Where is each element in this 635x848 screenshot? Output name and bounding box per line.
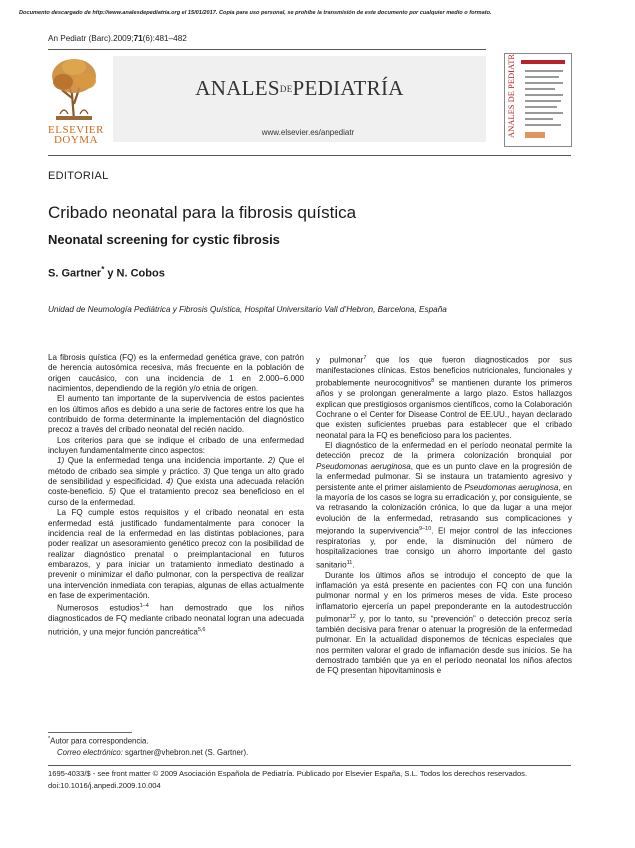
header-rule	[48, 49, 486, 50]
paragraph: Durante los últimos años se introdujo el concepto de que la inflamación ya está presente en pacientes con FQ con una función pulmonar normal y en los primeros meses de vida. Este proceso inflamatorio ejercería un papel preponderante en la autodestrucción pulmonar$^{12}$ y, por lo tanto, su “prevención” o detección precoz sería también decisiva para frenar o atenuar la progresión de la enfermedad pulmonar. En la actualidad disponemos de técnicas especiales que nos permiten valorar el grado de inflamación desde sus inicios. Se ha demostrado también que ya en el período neonatal los niños afectos de FQ presentan hipovitaminosis e	[316, 570, 572, 676]
cover-title: ANALES DE PEDIATRÍA	[506, 54, 516, 138]
criteria-list: 1) Que la enfermedad tenga una incidencia importante. 2) Que el método de cribado sea simple y práctico. 3) Que tenga un alto grado de sensibilidad y especificidad. 4) Que exista una adecuada relación coste-beneficio. 5) Que el tratamiento precoz sea beneficioso en el curso de la enfermedad.	[48, 456, 305, 507]
journal-cover-thumbnail	[504, 53, 572, 147]
paragraph: El aumento tan importante de la supervivencia de estos pacientes en los últimos años es debido a una serie de factores entre los que ha contribuido de forma determinante la implementación del diagnóstico precoz a través del cribado neonatal del recién nacido.	[48, 394, 304, 435]
journal-url[interactable]: www.elsevier.es/anpediatr	[261, 128, 355, 137]
reference-link[interactable]: 1–4	[139, 603, 149, 610]
masthead-rule	[48, 155, 571, 156]
article-title-english: Neonatal screening for cystic fibrosis	[48, 232, 280, 247]
article-authors: S. Gartner* y N. Cobos	[48, 265, 165, 280]
reference-link[interactable]: 7	[363, 355, 367, 361]
reference-link[interactable]: 8	[431, 378, 435, 385]
paragraph: El diagnóstico de la enfermedad en el período neonatal permite la detección precoz de la primera colonización bronquial por Pseudomonas aeruginosa, que es un punto clave en la progresión de la enfermedad pulmonar. Si se instaura un tratamiento agresivo y persistente ante el primer aislamiento de Pseudomonas aeruginosa, en la mayoría de los casos se logra su erradicación y, por consiguiente, se va retrasando la colonización crónica, lo que da lugar a una mejor evolución de la enfermedad, retrasando sus complicaciones y mejorando la supervivencia$^{9-10}$. El mejor control de las infecciones respiratorias y, por ende, la disminución del número de hospitalizaciones trae consigo un ahorro importante del gasto sanitario$^{11}$.	[316, 441, 573, 570]
copyright-footer: 1695-4033/$ - see front matter © 2009 Asociación Española de Pediatría. Publicado por Elsevier España, S.L. Todos los derechos reservados. doi:10.1016/j.anpedi.2009.10.004	[48, 768, 583, 791]
paragraph: La fibrosis quística (FQ) es la enfermedad genética grave, con patrón de herencia autosómica recesiva, más frecuente en la población de origen caucásico, con una incidencia de 1 en 2.000–6.000 nacimientos, dependiendo de la región y/o etnia de origen.	[48, 353, 304, 394]
doi-link[interactable]: doi:10.1016/j.anpedi.2009.10.004	[48, 780, 161, 790]
paragraph: y pulmonar$^7$ que los que fueron diagnosticados por sus manifestaciones clínicas. Estos beneficios nutricionales, funcionales y probablemente neurocognitivos$^8$ se mantienen durante los primeros años y se prolongan generalmente a largo plazo. Estos hallazgos explican que prestigiosos organismos científicos, como la Colaboración Cochrane o el Center for Disease Control de EE.UU., hayan declarado que existen suficientes pruebas para establecer que el cribado neonatal para la FQ es beneficioso para los pacientes.	[316, 355, 572, 440]
paragraph: Numerosos estudios$^{1-4}$ han demostrado que los niños diagnosticados de FQ mediante cribado neonatal logran una adecuada nutrición, y una mejor función pancreática$^{5,6}$	[48, 603, 304, 637]
reference-link[interactable]: 12	[349, 614, 356, 620]
journal-title: ANALESDEPEDIATRÍA	[195, 76, 404, 100]
download-notice: Documento descargado de http://www.analesdepediatria.org el 15/01/2017. Copia para uso personal, se prohíbe la transmisión de este documento por cualquier medio o formato.	[19, 10, 492, 16]
footnote-rule	[48, 732, 132, 733]
reference-link[interactable]: 5,6	[197, 626, 206, 633]
article-title-spanish: Cribado neonatal para la fibrosis quística	[48, 203, 357, 222]
footer-rule	[48, 765, 571, 766]
body-column-left	[48, 353, 304, 638]
article-section: EDITORIAL	[48, 170, 109, 182]
body-column-right	[316, 353, 572, 677]
paragraph: La FQ cumple estos requisitos y el cribado neonatal en esta enfermedad está justificado fundamentalmente para conocer la incidencia real de la enfermedad en las distintas poblaciones, para poder realizar un asesoramiento genético precoz con la posibilidad de realizar diagnóstico prenatal o preimplantacional en futuros embarazos, y para iniciar un tratamiento inmediato destinado a prevenir o minimizar el daño pulmonar, con la perspectiva de realizar una intervención inmediata con terapias, algunas de ellas actualmente en fase de experimentación.	[48, 508, 304, 600]
author-affiliation: Unidad de Neumología Pediátrica y Fibrosis Quística, Hospital Universitario Vall d’Hebron, Barcelona, España	[48, 305, 447, 314]
reference-link[interactable]: 9–10	[419, 525, 432, 532]
paragraph: Los criterios para que se indique el cribado de una enfermedad incluyen fundamentalmente cinco aspectos:	[48, 435, 304, 456]
publisher-logo-text: ELSEVIER DOYMA	[48, 124, 104, 146]
author-email[interactable]: sgartner@vhebron.net (S. Gartner).	[122, 748, 249, 758]
cover-art	[505, 54, 571, 146]
journal-citation: An Pediatr (Barc).2009;71(6):481–482	[48, 34, 187, 43]
reference-link[interactable]: 11	[346, 559, 353, 566]
correspondence-footnote: *Autor para correspondencia. Correo electrónico: sgartner@vhebron.net (S. Gartner).	[48, 736, 249, 758]
